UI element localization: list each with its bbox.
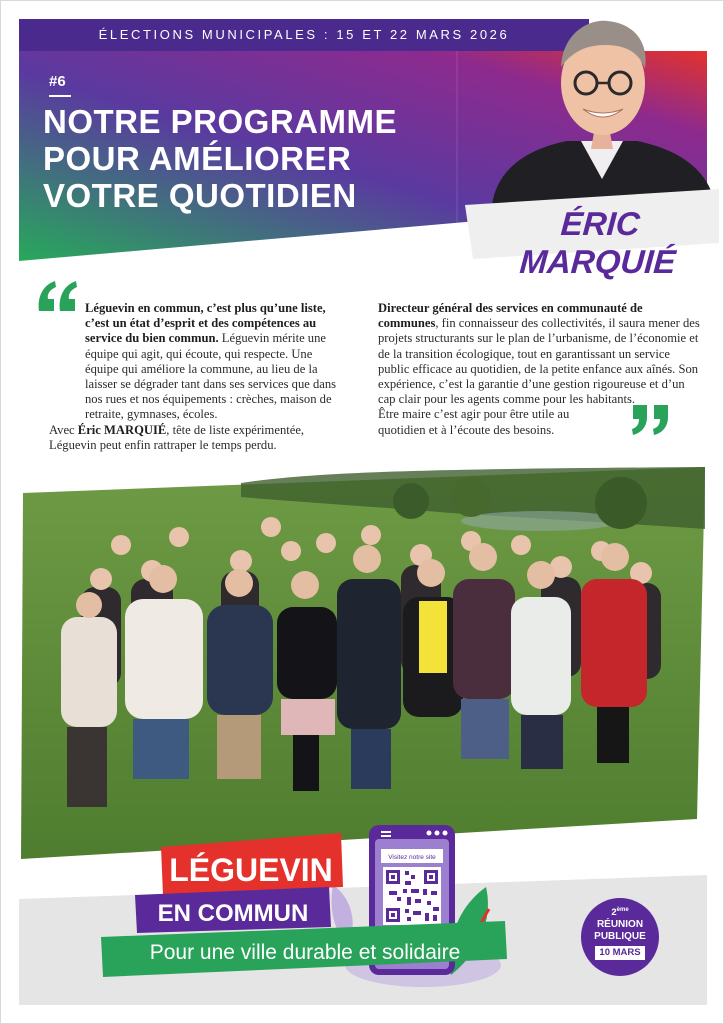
bio-text: , fin connaisseur des collectivités, il saura mener des projets structurants sur le plan de l’urbanisme, de l’économie et de la transition écologique, tout en garantissant un service public efficace au quotidien, de la petite enfance aux aînés. Son expérience, c’est la garantie d’une gestion rigoureuse et d’un cap clair pour les agents comme pour les habitants. — [378, 316, 700, 407]
logo-subtitle: EN COMMUN — [157, 900, 309, 927]
bio-column — [378, 301, 700, 438]
election-date-bar: ÉLECTIONS MUNICIPALES : 15 ET 22 MARS 2026 — [19, 19, 589, 51]
issue-underline — [49, 95, 71, 97]
campaign-logo — [101, 825, 521, 1011]
issue-number: #6 — [49, 73, 66, 90]
badge-date: 10 MARS — [595, 946, 645, 960]
text-fragment: , tête de liste expérimentée, Léguevin peut enfin rattraper le temps perdu. — [49, 422, 305, 452]
candidate-name-inline: Éric MARQUIÉ — [77, 422, 167, 437]
intro-paragraph — [49, 301, 349, 423]
bio-paragraph — [378, 301, 700, 407]
closing-paragraph: Être maire c’est agir pour être utile au quotidien et à l’écoute des besoins. — [378, 407, 570, 437]
badge-ordinal — [581, 907, 659, 918]
team-group-photo — [21, 467, 707, 859]
badge-ordinal-suffix: ème — [616, 907, 629, 913]
intro-lead: Léguevin en commun, c’est plus qu’une liste, c’est un état d’esprit et des compétences au service du bien commun. — [85, 301, 326, 346]
title-line: VOTRE QUOTIDIEN — [43, 177, 357, 214]
phone-label: Visitez notre site — [388, 854, 436, 861]
page-title — [43, 103, 423, 214]
intro-text: Léguevin mérite une équipe qui agit, qui écoute, qui respecte. Une équipe qui améliore la commune, au lieu de la laisser se dégrader tant dans ses services que dans nos rues et nos équipements : crèches, maison de retraite, gymnases, écoles. — [85, 331, 337, 422]
badge-line-2: PUBLIQUE — [594, 931, 646, 942]
badge-line-1: RÉUNION — [596, 919, 644, 930]
candidate-name: ÉRIC MARQUIÉ — [518, 205, 677, 280]
text-fragment: Avec — [49, 422, 78, 437]
intro-column — [49, 301, 349, 453]
public-meeting-badge — [581, 898, 659, 976]
candidate-paragraph — [49, 423, 349, 453]
title-line: NOTRE PROGRAMME — [43, 103, 397, 140]
candidate-portrait — [487, 9, 717, 205]
title-line: POUR AMÉLIORER — [43, 140, 352, 177]
bio-lead: Directeur général des services en communauté de communes — [378, 301, 643, 331]
slogan: Pour une ville durable et solidaire — [149, 941, 461, 964]
logo-title: LÉGUEVIN — [169, 852, 333, 888]
badge-ordinal-number: 2 — [611, 907, 617, 919]
